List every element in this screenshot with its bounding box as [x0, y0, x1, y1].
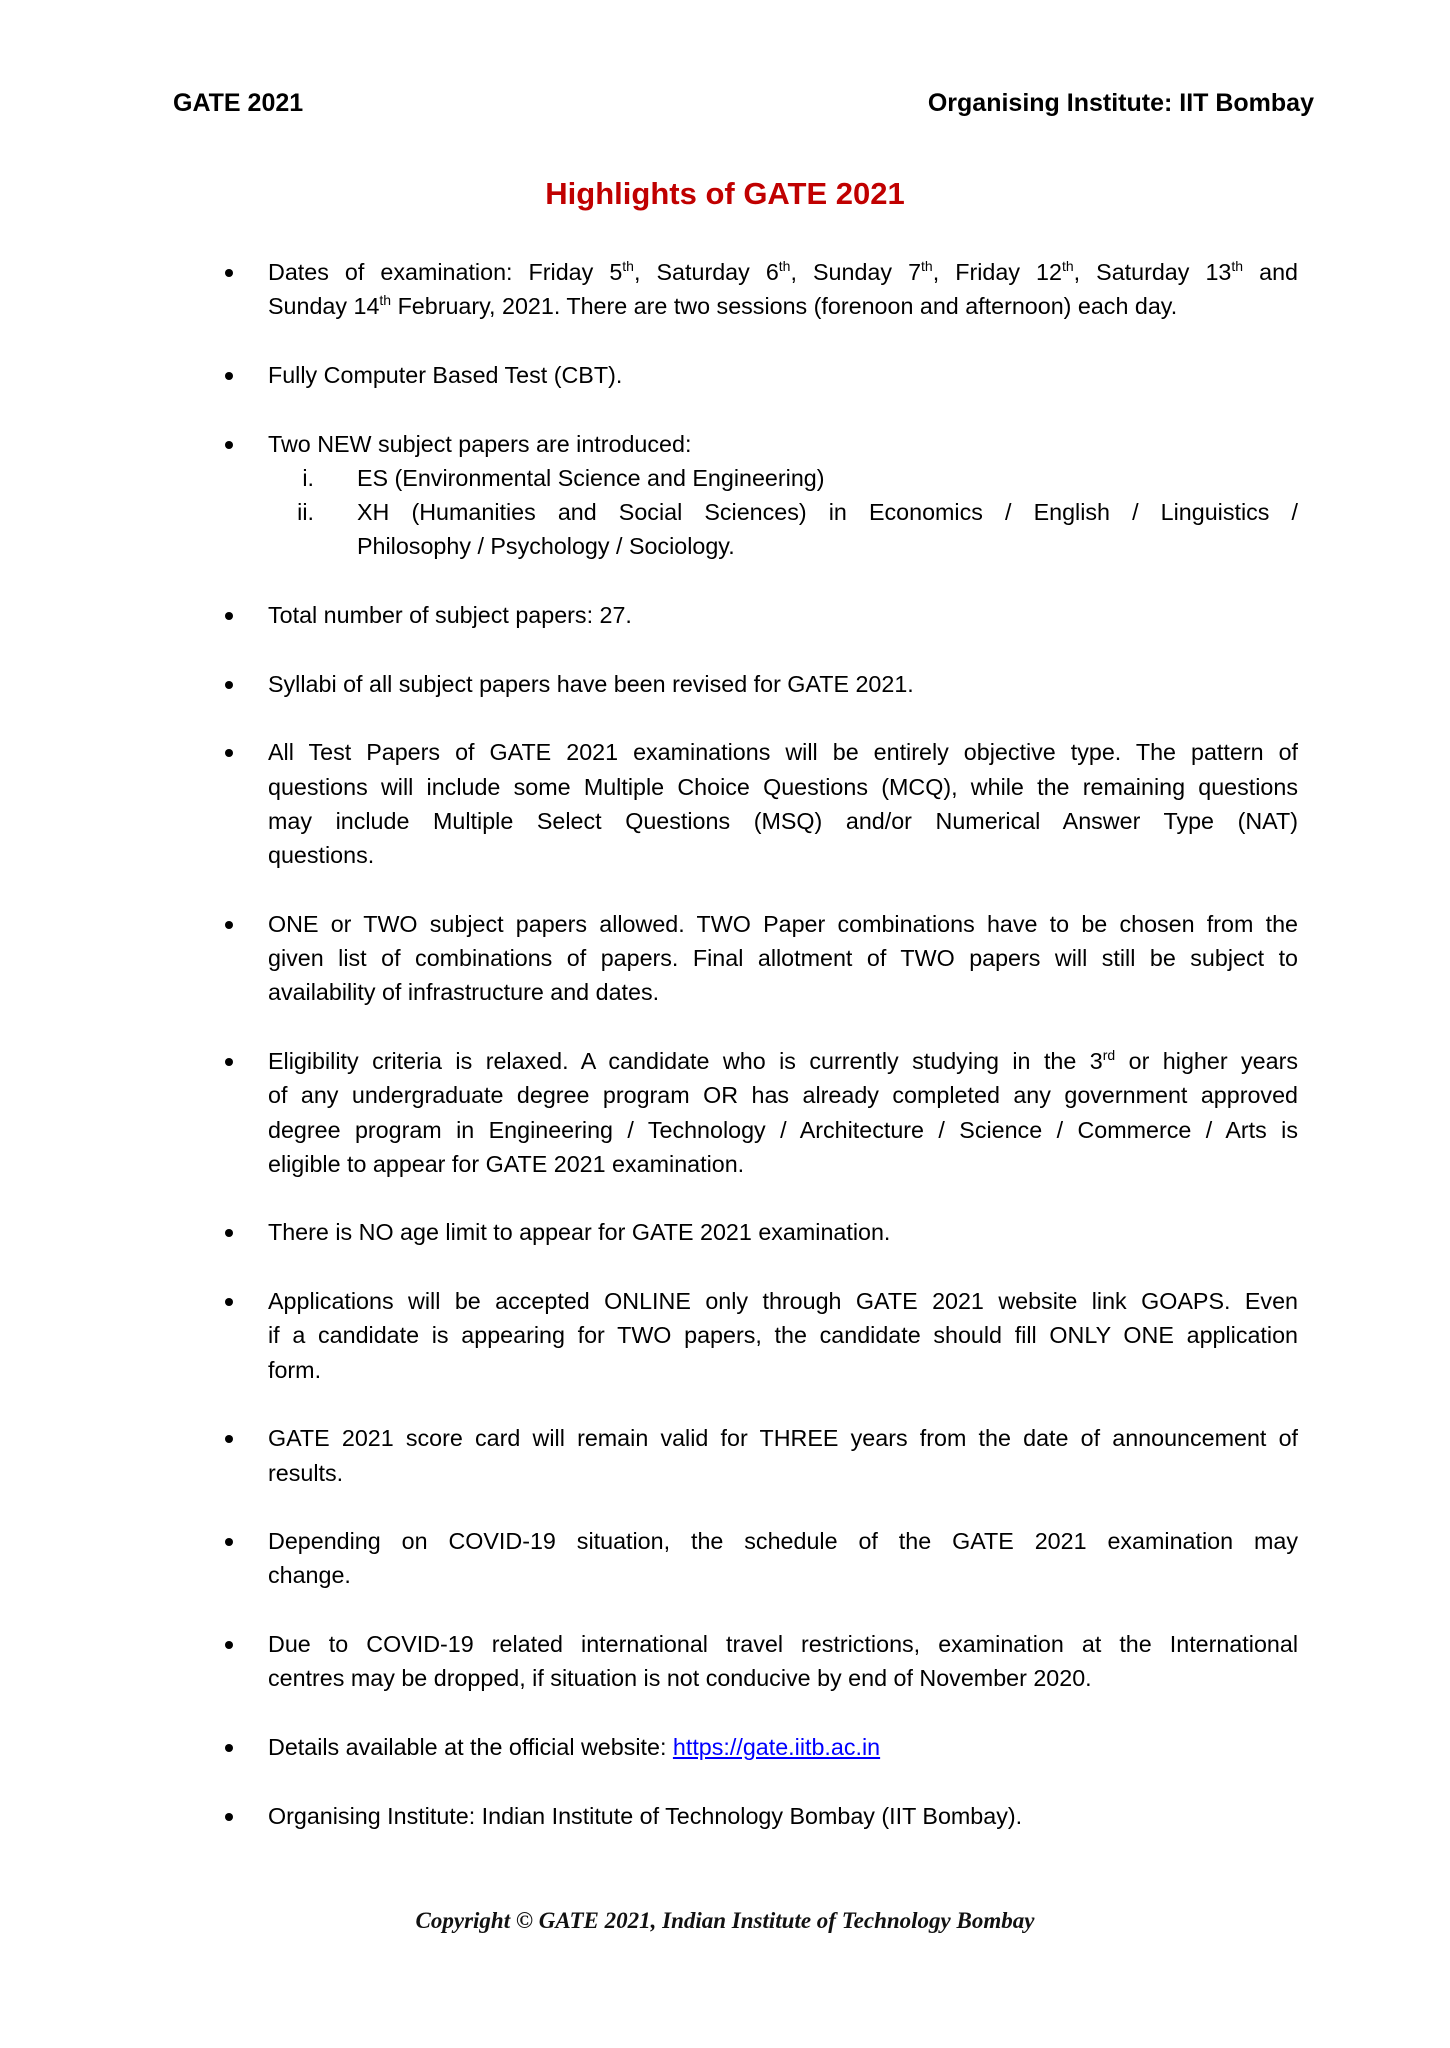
text-run: eligible to appear for GATE 2021 examination. — [268, 1150, 745, 1177]
text-run: change. — [268, 1562, 351, 1589]
bullet-icon — [224, 269, 236, 281]
text-run: , Saturday 13 — [1073, 259, 1232, 285]
item-line — [268, 1113, 1298, 1147]
text-run: February, 2021. There are two sessions (forenoon and afternoon) each day. — [391, 293, 1178, 320]
header-left: GATE 2021 — [173, 89, 304, 117]
item-line — [268, 975, 1298, 1009]
item-line — [268, 1421, 1298, 1455]
item-line — [268, 1353, 1298, 1387]
item-line — [268, 1284, 1298, 1318]
bullet-icon — [224, 612, 236, 624]
item-line — [268, 1456, 1298, 1490]
bullet-icon — [224, 1538, 236, 1550]
item-line — [268, 1799, 1298, 1833]
text-run: Fully Computer Based Test (CBT). — [268, 361, 623, 388]
item-line — [268, 598, 1298, 632]
text-run: Two NEW subject papers are introduced: — [268, 430, 692, 457]
text-run: Depending on COVID-19 situation, the schedule of the GATE 2021 examination may — [268, 1528, 1298, 1555]
bullet-icon — [224, 1813, 236, 1825]
ordinal-suffix: rd — [1102, 1046, 1116, 1063]
text-run: Due to COVID-19 related international travel restrictions, examination at the International — [268, 1631, 1298, 1657]
header-right: Organising Institute: IIT Bombay — [927, 89, 1314, 117]
text-run: , Sunday 7 — [790, 259, 922, 285]
bullet-icon — [224, 1435, 236, 1447]
text-run: availability of infrastructure and dates. — [268, 979, 660, 1006]
bullet-icon — [224, 1641, 236, 1653]
text-run: form. — [268, 1356, 322, 1383]
text-run: All Test Papers of GATE 2021 examinations will be entirely objective type. The pattern of — [268, 739, 1298, 766]
item-line — [268, 838, 1298, 872]
item-line — [268, 427, 1298, 461]
item-line — [268, 804, 1298, 838]
item-line — [268, 1524, 1298, 1558]
item-line — [268, 770, 1298, 804]
item-line — [268, 667, 1298, 701]
item-line — [268, 255, 1298, 289]
text-run: , Friday 12 — [932, 259, 1062, 285]
item-line — [268, 735, 1298, 769]
text-run: GATE 2021 score card will remain valid for THREE years from the date of announcement of — [268, 1425, 1298, 1452]
text-run: Organising Institute: Indian Institute of Technology Bombay (IIT Bombay). — [268, 1802, 1023, 1829]
bullet-icon — [224, 1744, 236, 1756]
text-run: degree program in Engineering / Technology / Architecture / Science / Commerce / Arts is — [268, 1116, 1298, 1143]
text-run: results. — [268, 1459, 344, 1486]
website-link[interactable]: https://gate.iitb.ac.in — [672, 1733, 881, 1760]
text-run: ONE or TWO subject papers allowed. TWO Paper combinations have to be chosen from the — [268, 910, 1298, 937]
text-run: Sunday 14 — [268, 293, 380, 320]
sublist-line: XH (Humanities and Social Sciences) in Economics / English / Linguistics / — [357, 499, 1298, 526]
item-line — [268, 358, 1298, 392]
bullet-icon — [224, 1298, 236, 1310]
ordinal-suffix: th — [1061, 258, 1074, 274]
sublist-numeral: i. — [302, 464, 314, 491]
text-run: Total number of subject papers: 27. — [268, 602, 632, 628]
ordinal-suffix: th — [1231, 258, 1244, 274]
ordinal-suffix: th — [778, 258, 791, 274]
text-run: Eligibility criteria is relaxed. A candidate who is currently studying in the 3 — [268, 1047, 1103, 1074]
text-run: and — [1243, 259, 1299, 285]
item-line — [268, 1558, 1298, 1592]
bullet-icon — [224, 749, 236, 761]
text-run: or higher years — [1115, 1047, 1298, 1074]
bullet-icon — [224, 681, 236, 693]
copyright-footer: Copyright © GATE 2021, Indian Institute of Technology Bombay — [415, 1908, 1035, 1933]
bullet-icon — [224, 441, 236, 453]
text-run: There is NO age limit to appear for GATE 2021 examination. — [268, 1219, 891, 1246]
sublist-line: Philosophy / Psychology / Sociology. — [357, 533, 735, 560]
text-run: Syllabi of all subject papers have been revised for GATE 2021. — [268, 670, 914, 697]
bullet-icon — [224, 372, 236, 384]
bullet-icon — [224, 921, 236, 933]
sublist-line: ES (Environmental Science and Engineering) — [357, 464, 825, 491]
text-run: questions will include some Multiple Choice Questions (MCQ), while the remaining questions — [268, 773, 1298, 800]
text-run: , Saturday 6 — [633, 259, 779, 285]
bullet-icon — [224, 1058, 236, 1070]
bullet-icon — [224, 1229, 236, 1241]
text-run: of any undergraduate degree program OR has already completed any government approved — [268, 1082, 1298, 1109]
text-run: Dates of examination: Friday 5 — [268, 259, 623, 285]
page-title: Highlights of GATE 2021 — [545, 176, 905, 211]
item-line — [268, 1627, 1298, 1661]
item-line — [268, 1661, 1298, 1695]
text-run: given list of combinations of papers. Final allotment of TWO papers will still be subject to — [268, 945, 1298, 971]
text-run: if a candidate is appearing for TWO papers, the candidate should fill ONLY ONE application — [268, 1322, 1298, 1349]
item-line — [268, 1318, 1298, 1352]
item-line — [268, 289, 1298, 323]
text-run: Details available at the official website: — [268, 1733, 673, 1760]
ordinal-suffix: th — [921, 258, 933, 274]
text-run: may include Multiple Select Questions (MSQ) and/or Numerical Answer Type (NAT) — [268, 807, 1298, 834]
item-line — [268, 1215, 1298, 1249]
item-line — [268, 1044, 1298, 1078]
ordinal-suffix: th — [379, 292, 392, 309]
sublist-numeral: ii. — [297, 499, 314, 526]
text-run: questions. — [268, 842, 375, 869]
item-line — [268, 1147, 1298, 1181]
item-line — [268, 941, 1298, 975]
text-run: Applications will be accepted ONLINE only through GATE 2021 website link GOAPS. Even — [268, 1288, 1298, 1314]
ordinal-suffix: th — [622, 258, 634, 274]
item-line — [268, 1078, 1298, 1112]
text-run: centres may be dropped, if situation is not conducive by end of November 2020. — [268, 1665, 1092, 1692]
item-line — [268, 907, 1298, 941]
item-line — [268, 1730, 1298, 1764]
